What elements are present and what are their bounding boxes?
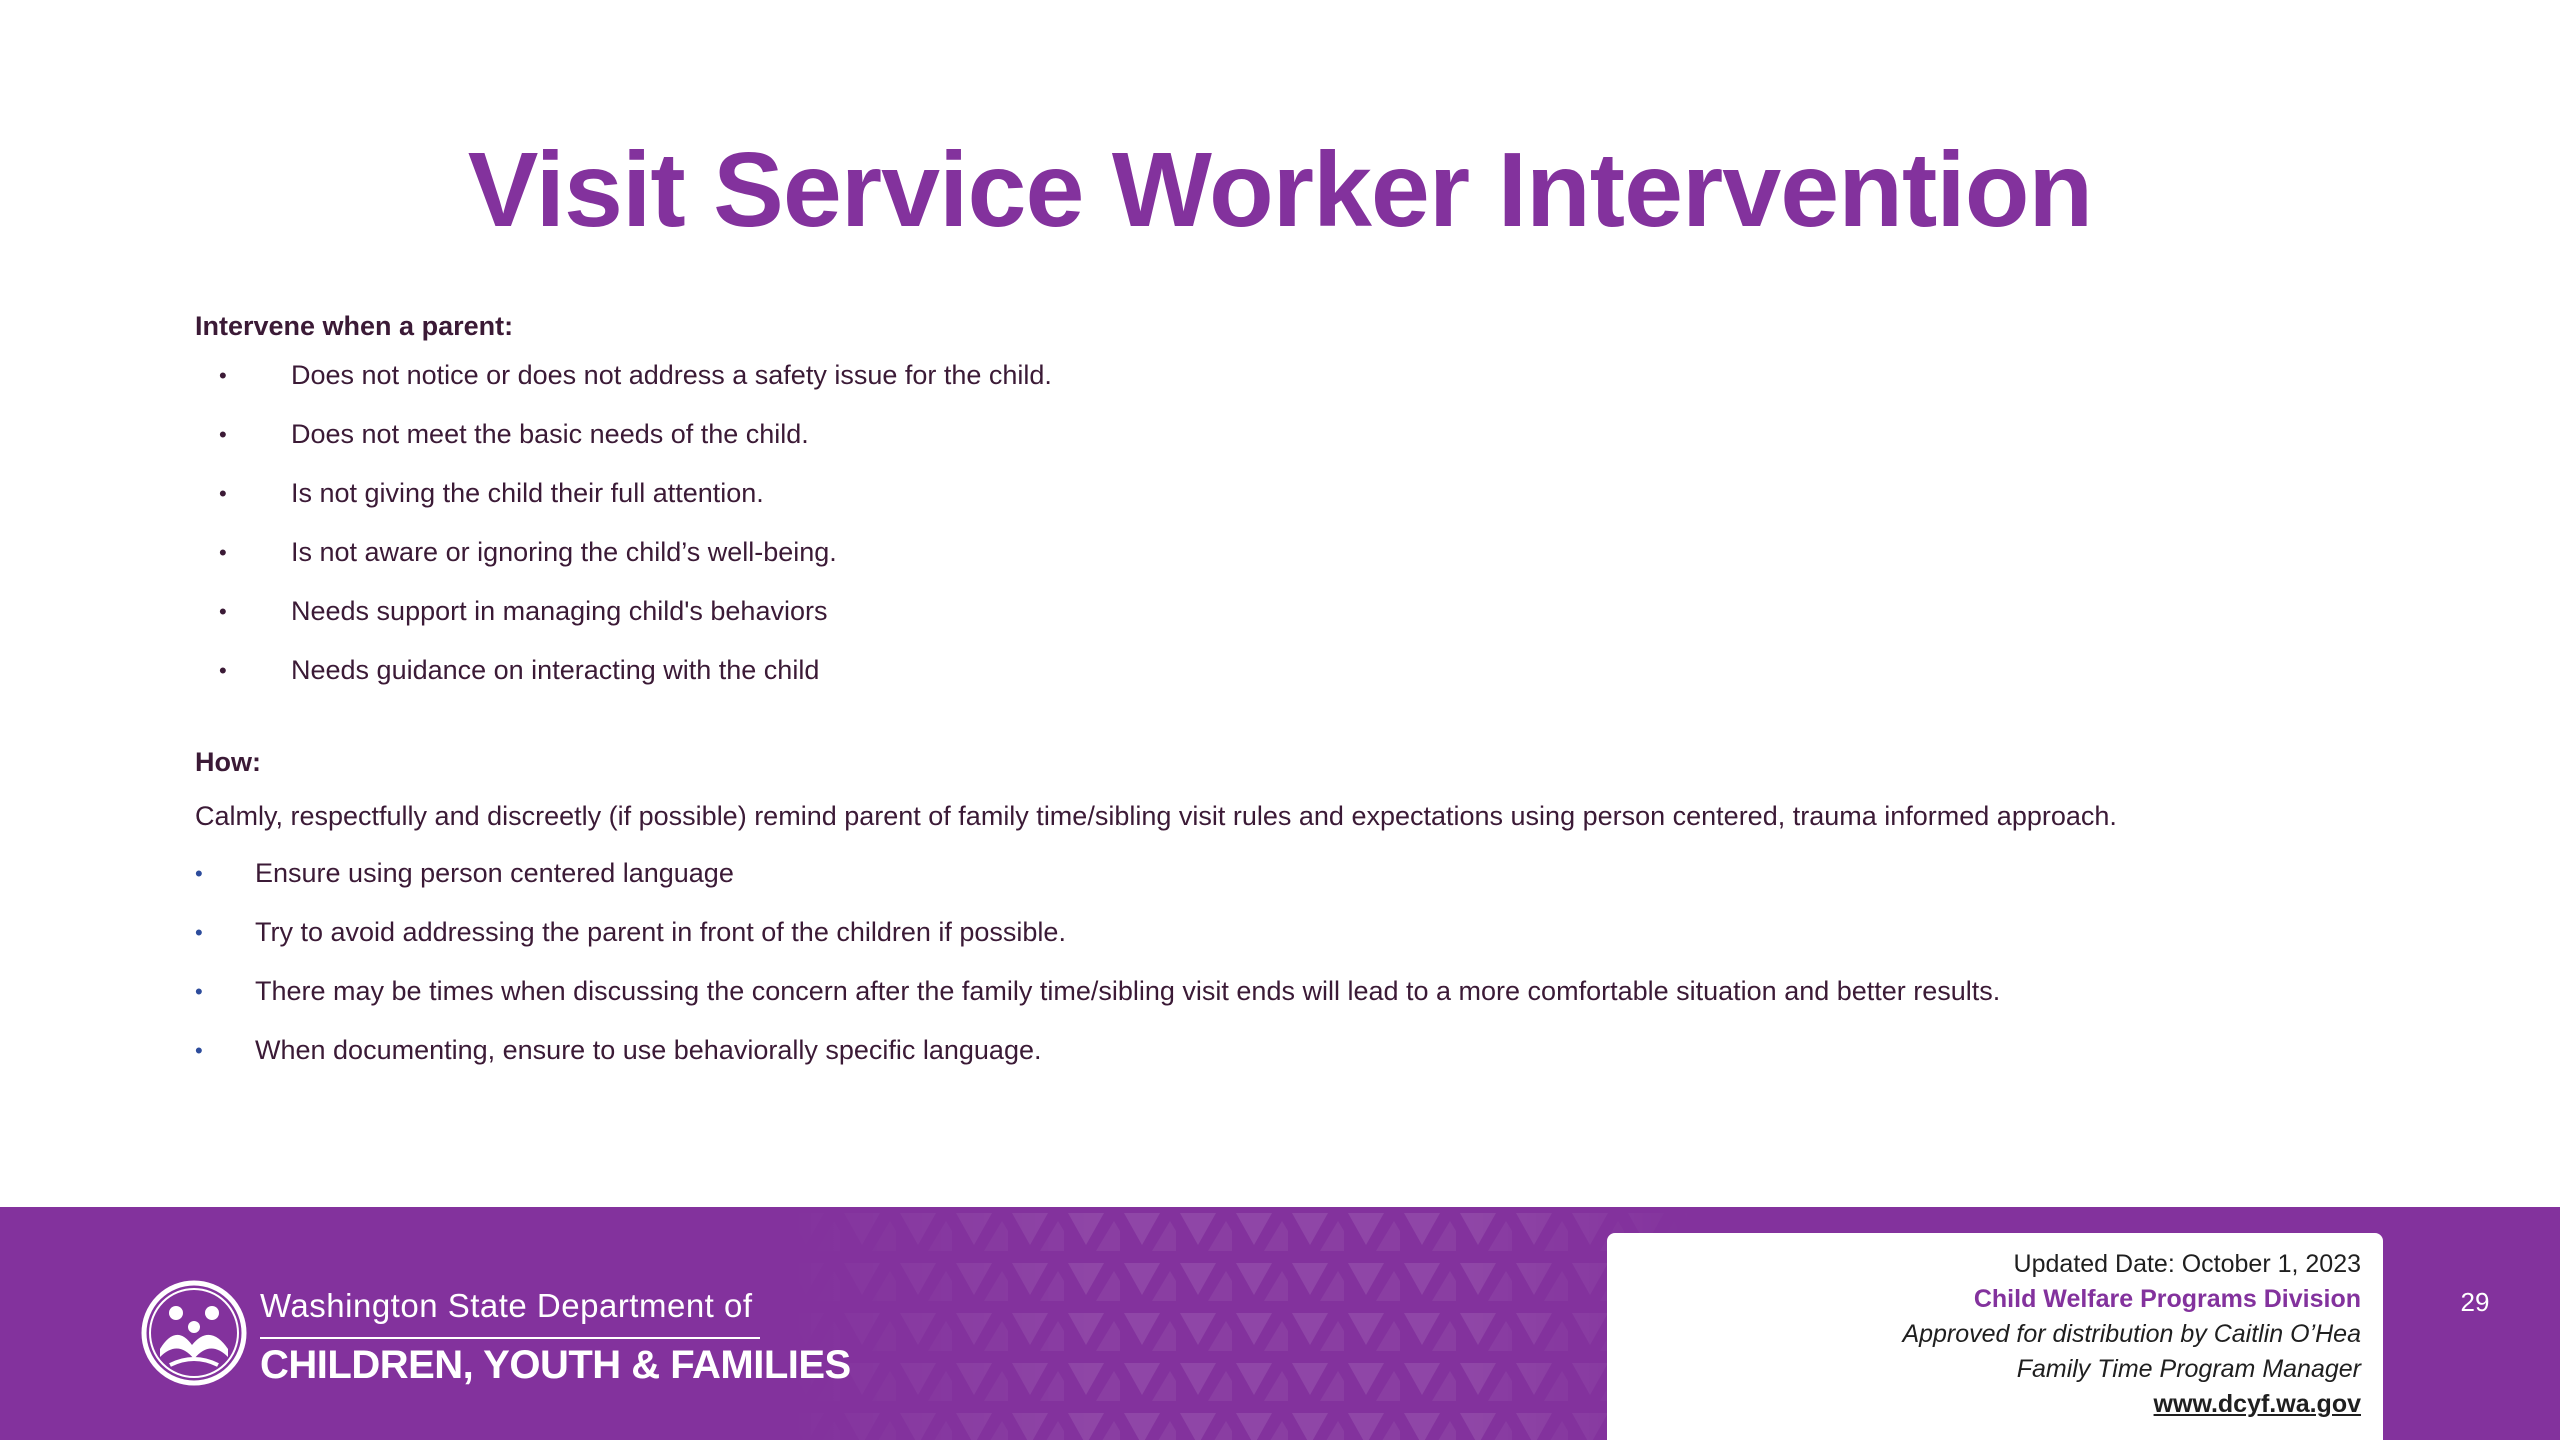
list-item [195, 641, 2395, 700]
bullet-icon: • [195, 861, 203, 886]
family-emblem-icon [140, 1279, 248, 1387]
website-link[interactable]: www.dcyf.wa.gov [2153, 1390, 2361, 1418]
list-item-text: When documenting, ensure to use behaviorally specific language. [255, 1035, 1042, 1065]
list-item [195, 1021, 2395, 1080]
list-item-text: Ensure using person centered language [255, 858, 734, 888]
list-item [195, 844, 2395, 903]
slide-content [195, 306, 2395, 1080]
intervene-list [195, 346, 2395, 700]
bullet-icon: • [195, 1038, 203, 1063]
approved-by: Approved for distribution by Caitlin O’Hea [1902, 1320, 2361, 1348]
bullet-icon: • [195, 979, 203, 1004]
bullet-icon: • [195, 920, 203, 945]
list-item-text: Is not giving the child their full attention. [291, 478, 764, 508]
list-item-text: Needs guidance on interacting with the child [291, 655, 820, 685]
footer-band [0, 1207, 2560, 1440]
how-list [195, 844, 2395, 1080]
intervene-heading: Intervene when a parent: [195, 311, 514, 341]
bullet-icon: • [219, 422, 227, 447]
manager-title: Family Time Program Manager [2016, 1355, 2361, 1383]
list-item [195, 346, 2395, 405]
list-item-text: Try to avoid addressing the parent in front of the children if possible. [255, 917, 1066, 947]
list-item [195, 903, 2395, 962]
logo-text-agency: CHILDREN, YOUTH & FAMILIES [260, 1343, 851, 1387]
bullet-icon: • [219, 540, 227, 565]
logo-text-department: Washington State Department of [260, 1287, 753, 1324]
list-item-text: Does not meet the basic needs of the child. [291, 419, 809, 449]
bullet-icon: • [219, 658, 227, 683]
list-item-text: Is not aware or ignoring the child’s well-being. [291, 537, 837, 567]
dcyf-logo[interactable] [140, 1269, 851, 1389]
logo-divider [260, 1337, 760, 1339]
list-item [195, 523, 2395, 582]
updated-date: Updated Date: October 1, 2023 [2013, 1250, 2361, 1278]
list-item [195, 962, 2395, 1021]
list-item-text: Does not notice or does not address a safety issue for the child. [291, 360, 1052, 390]
bullet-icon: • [219, 363, 227, 388]
footer-info-box [1607, 1233, 2383, 1440]
list-item [195, 582, 2395, 641]
list-item-text: Needs support in managing child's behaviors [291, 596, 828, 626]
bullet-icon: • [219, 599, 227, 624]
list-item [195, 464, 2395, 523]
list-item-text: There may be times when discussing the concern after the family time/sibling visit ends will lead to a more comfortable situation and better results. [255, 976, 2001, 1006]
how-paragraph: Calmly, respectfully and discreetly (if possible) remind parent of family time/sibling visit rules and expectations using person centered, trauma informed approach. [195, 801, 2117, 831]
bullet-icon: • [219, 481, 227, 506]
division-name: Child Welfare Programs Division [1973, 1285, 2361, 1313]
how-heading: How: [195, 747, 261, 777]
slide-title: Visit Service Worker Intervention [467, 131, 2093, 249]
list-item [195, 405, 2395, 464]
page-number: 29 [2460, 1287, 2490, 1317]
